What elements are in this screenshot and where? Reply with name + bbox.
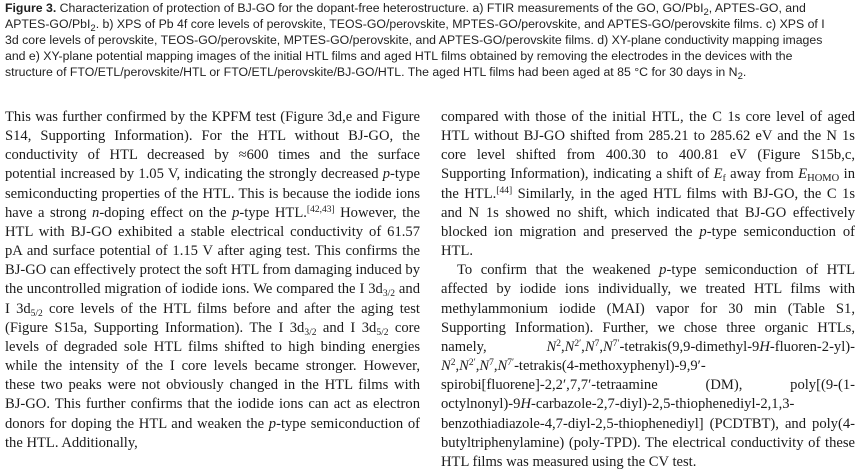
figure-caption (5, 0, 860, 80)
caption-label: Figure 3. (5, 1, 57, 15)
caption-line-4: and e) XY-plane potential mapping images of the initial HTL films and aged HTL films obtained by removing the electrodes in the devices with the (5, 49, 793, 63)
left-paragraph: This was further confirmed by the KPFM test (Figure 3d,e and Figure S14, Supporting Information). For the HTL without BJ-GO, the conductivity of HTL decreased by ≈600 times and the surface potential increased by 1.05 V, indicating the strongly decreased p-type semiconducting properties of the HTL. This is because the iodide ions have a strong n-doping effect on the p-type HTL.[42,43] However, the HTL with BJ-GO exhibited a stable electrical conductivity of 61.57 pA and surface potential of 1.15 V after aging test. This confirms the BJ-GO can effectively protect the soft HTL from damaging induced by the uncontrolled migration of iodide ions. We compared the I $3d_{3/2}$ and I $3d_{5/2}$ core levels of the HTL films before and after the aging test (Figure S15a, Supporting Information). The I $3d_{3/2}$ and I $3d_{5/2}$ core levels of degraded sole HTL films shifted to high binding energies while the intensity of the I core levels became stronger. However, these two peaks were not obviously changed in the HTL films with BJ-GO. This further confirms that the iodide ions can act as electron donors for doping the HTL and weaken the p-type semiconduction of the HTL. Additionally, (5, 109, 420, 451)
caption-line-1: Figure 3. Characterization of protection of BJ-GO for the dopant-free heterostructure. a) FTIR measurements of the GO, GO/PbI$_2$, APTES-GO, and (5, 1, 806, 18)
right-paragraph-2: To confirm that the weakened p-type semiconduction of HTL affected by iodide ions individually, we treated HTL films with methylammonium iodide (MAI) vapor for 30 min (Table S1, Supporting Information). Further, we chose three organic HTLs, namely, $N^2,N^{2'},N^7,N^{7'}-tetrakis(9,9-dimethyl-9H-fluoren-2-yl)-N^2,N^{2'},N^7,N^{7'}-tetrakis(4-methoxyphenyl)-9,9'-spirobi[fluorene]-2,2',7,7$′-tetraamine (DM), poly[(9-(1-octylnonyl)-9H-carbazole-2,7-diyl)-2,5-thiophenediyl-2,1,3-benzothiadiazole-4,7-diyl-2,5-thiophenediyl] (PCDTBT), and poly(4-butyltriphenylamine) (poly-TPD). The electrical conductivity of these HTL films was measured using the CV test. (441, 262, 855, 470)
caption-line-3: 3d core levels of perovskite, TEOS-GO/perovskite, MPTES-GO/perovskite, and APTES-GO/perovskite films. d) XY-plane conductivity mapping images (5, 33, 823, 47)
right-paragraph-1: compared with those of the initial HTL, the C 1s core level of aged HTL without BJ-GO shifted from 285.21 to 285.62 eV and the N 1s core level shifted from 400.30 to 400.81 eV (Figure S15b,c, Supporting Information), indicating a shift of $E_f$ away from $E_{HOMO}$ in the HTL.[44] Similarly, in the aged HTL films with BJ-GO, the C 1s and N 1s showed no shift, which indicated that BJ-GO effectively blocked ion migration and preserved the p-type semiconduction of HTL. (441, 109, 856, 260)
right-column (441, 108, 855, 472)
citation: [44] (496, 185, 513, 196)
caption-line-5: structure of FTO/ETL/perovskite/HTL or FTO/ETL/perovskite/BJ-GO/HTL. The aged HTL films had been aged at 85 °C for 30 days in $N_2$. (5, 65, 747, 80)
left-column (5, 108, 420, 453)
citation: [42,43] (306, 204, 335, 215)
caption-line-2: APTES-GO/PbI$_2$. b) XPS of Pb 4f core levels of perovskite, TEOS-GO/perovskite, MPTES-GO/perovskite, and APTES-GO/perovskite films. c) XPS of I (5, 17, 825, 34)
